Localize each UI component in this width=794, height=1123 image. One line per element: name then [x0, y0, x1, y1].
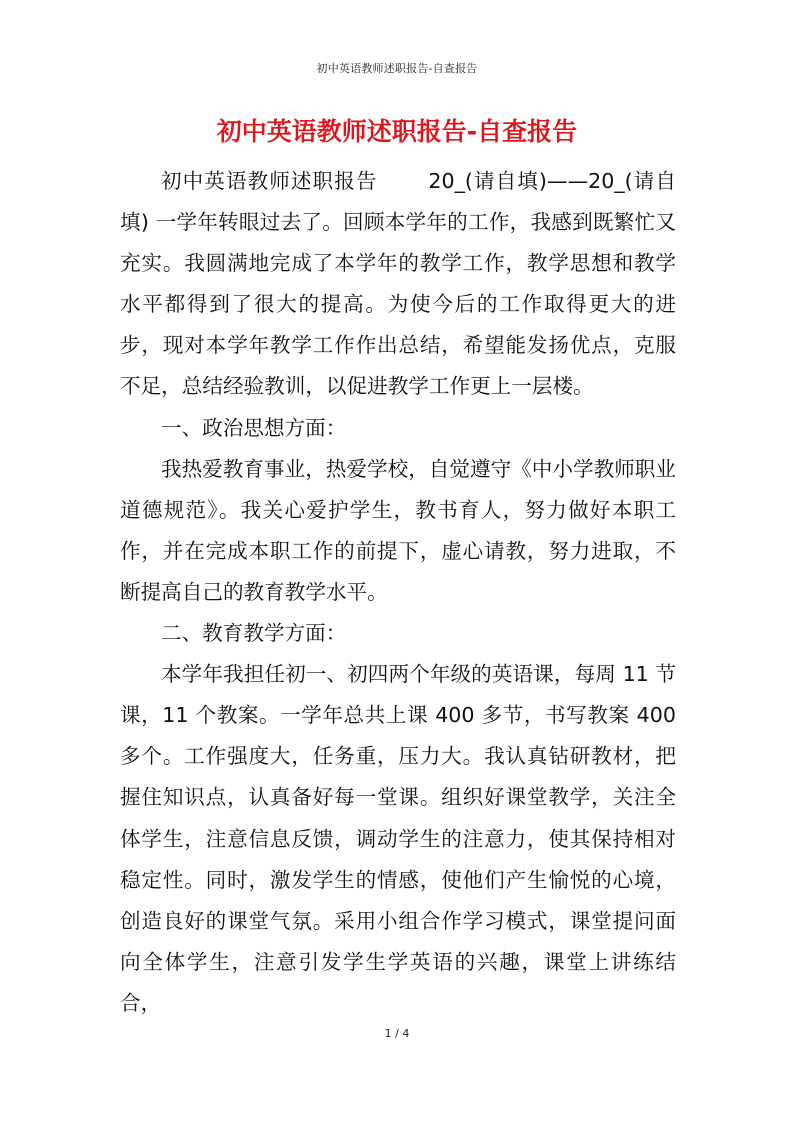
section-heading-teaching: 二、教育教学方面： [161, 621, 347, 646]
paragraph-politics: 我热爱教育事业，热爱学校，自觉遵守《中小学教师职业道德规范》。我关心爱护学生，教书育人，努力做好本职工作，并在完成本职工作的前提下，虚心请教，努力进取，不断提高自己的教育教学水平。 [120, 456, 676, 604]
section-heading-politics: 一、政治思想方面： [161, 415, 347, 440]
paragraph-teaching: 本学年我担任初一、初四两个年级的英语课，每周 11 节课，11 个教案。一学年总共上课 400 多节，书写教案 400 多个。工作强度大，任务重，压力大。我认真钻研教材，把握住知识点，认真备好每一堂课。组织好课堂教学，关注全体学生，注意信息反馈，调动学生的注意力，使其保持相对稳定性。同时，激发学生的情感，使他们产生愉悦的心境，创造良好的课堂气氛。采用小组合作学习模式，课堂提问面向全体学生，注意引发学生学英语的兴趣，课堂上讲练结合， [120, 662, 676, 1015]
paragraph-intro: 初中英语教师述职报告 20_(请自填)——20_(请自填) 一学年转眼过去了。回顾本学年的工作，我感到既繁忙又充实。我圆满地完成了本学年的教学工作，教学思想和教学水平都得到了很大的提高。为使今后的工作取得更大的进步，现对本学年教学工作作出总结，希望能发扬优点，克服不足，总结经验教训，以促进教学工作更上一层楼。 [120, 169, 676, 399]
running-header: 初中英语教师述职报告-自查报告 [316, 62, 478, 75]
document-title: 初中英语教师述职报告-自查报告 [216, 117, 578, 146]
page-number: 1 / 4 [384, 1027, 410, 1040]
document-body [120, 161, 676, 1024]
